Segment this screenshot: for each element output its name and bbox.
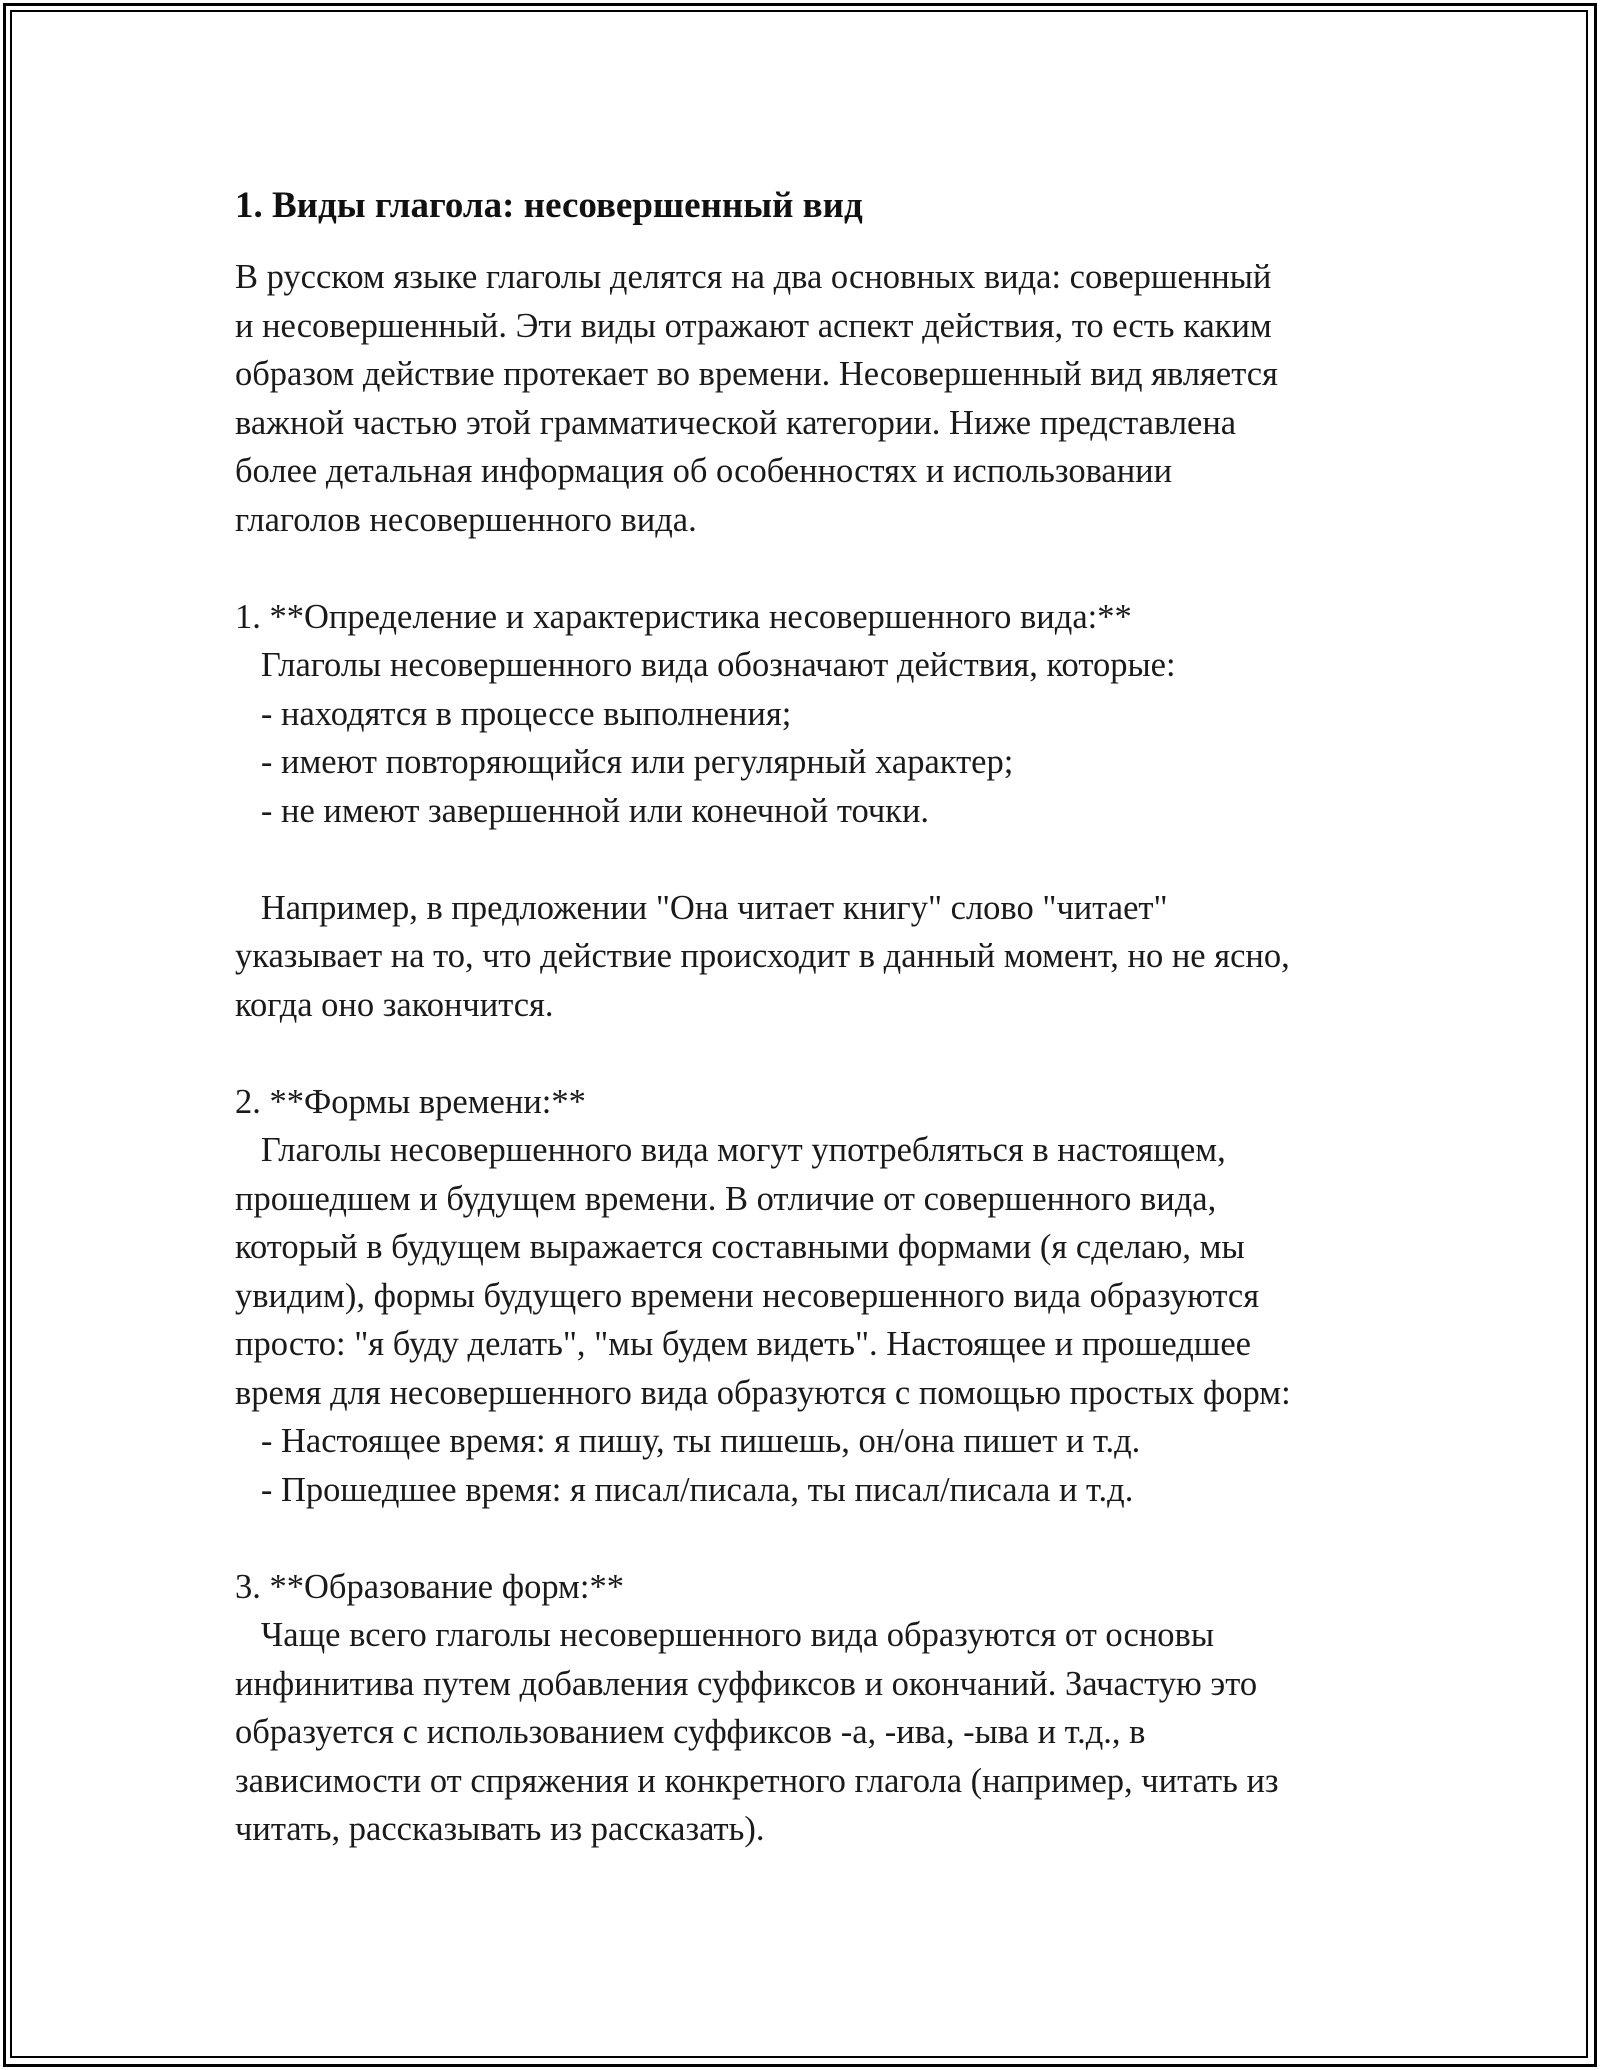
document-heading: 1. Виды глагола: несовершенный вид — [235, 185, 863, 226]
text-line: Глаголы несовершенного вида могут употребляться в настоящем, — [235, 1131, 1226, 1169]
document-body — [235, 182, 1375, 1854]
section-tense-forms — [235, 1078, 1375, 1515]
text-line: время для несовершенного вида образуются с помощью простых форм: — [235, 1373, 1291, 1412]
text-line: прошедшем и будущем времени. В отличие от совершенного вида, — [235, 1179, 1217, 1218]
text-line: Чаще всего глаголы несовершенного вида образуются от основы — [235, 1616, 1215, 1654]
paragraph-spacer — [235, 835, 1375, 884]
list-item: - Прошедшее время: я писал/писала, ты писал/писала и т.д. — [235, 1470, 1134, 1509]
text-line: глаголов несовершенного вида. — [235, 500, 697, 539]
text-line: Например, в предложении "Она читает книгу" слово "читает" — [235, 888, 1168, 927]
text-line: образом действие протекает во времени. Несовершенный вид является — [235, 355, 1278, 393]
section-definition-example — [235, 884, 1375, 1030]
text-line: зависимости от спряжения и конкретного глагола (например, читать из — [235, 1761, 1279, 1800]
section-title: 3. **Образование форм:** — [235, 1567, 624, 1606]
text-line: просто: "я буду делать", "мы будем видеть". Настоящее и прошедшее — [235, 1325, 1251, 1363]
text-line: указывает на то, что действие происходит в данный момент, но не ясно, — [235, 937, 1290, 975]
text-line: В русском языке глаголы делятся на два основных вида: совершенный — [235, 258, 1272, 296]
text-line: увидим), формы будущего времени несовершенного вида образуются — [235, 1276, 1260, 1315]
section-definition — [235, 593, 1375, 836]
paragraph-spacer — [235, 544, 1375, 593]
list-item: - находятся в процессе выполнения; — [235, 694, 792, 733]
text-line: который в будущем выражается составными формами (я сделаю, мы — [235, 1228, 1245, 1266]
text-line: и несовершенный. Эти виды отражают аспект действия, то есть каким — [235, 306, 1272, 345]
list-item: - не имеют завершенной или конечной точки. — [235, 791, 930, 830]
text-line: инфинитива путем добавления суффиксов и окончаний. Зачастую это — [235, 1664, 1258, 1703]
paragraph-spacer — [235, 1514, 1375, 1563]
text-line: когда оно закончится. — [235, 985, 554, 1024]
list-item: - имеют повторяющийся или регулярный характер; — [235, 743, 1014, 781]
paragraph-spacer — [235, 1029, 1375, 1078]
text-line: читать, рассказывать из рассказать). — [235, 1810, 765, 1848]
text-line: более детальная информация об особенностях и использовании — [235, 452, 1173, 490]
section-title: 2. **Формы времени:** — [235, 1082, 586, 1121]
text-line: важной частью этой грамматической категории. Ниже представлена — [235, 403, 1237, 442]
intro-paragraph — [235, 253, 1375, 544]
section-title: 1. **Определение и характеристика несовершенного вида:** — [235, 597, 1132, 636]
text-line: Глаголы несовершенного вида обозначают действия, которые: — [235, 646, 1176, 684]
section-formation — [235, 1563, 1375, 1854]
text-line: образуется с использованием суффиксов -а, -ива, -ыва и т.д., в — [235, 1713, 1146, 1751]
list-item: - Настоящее время: я пишу, ты пишешь, он/она пишет и т.д. — [235, 1422, 1141, 1460]
